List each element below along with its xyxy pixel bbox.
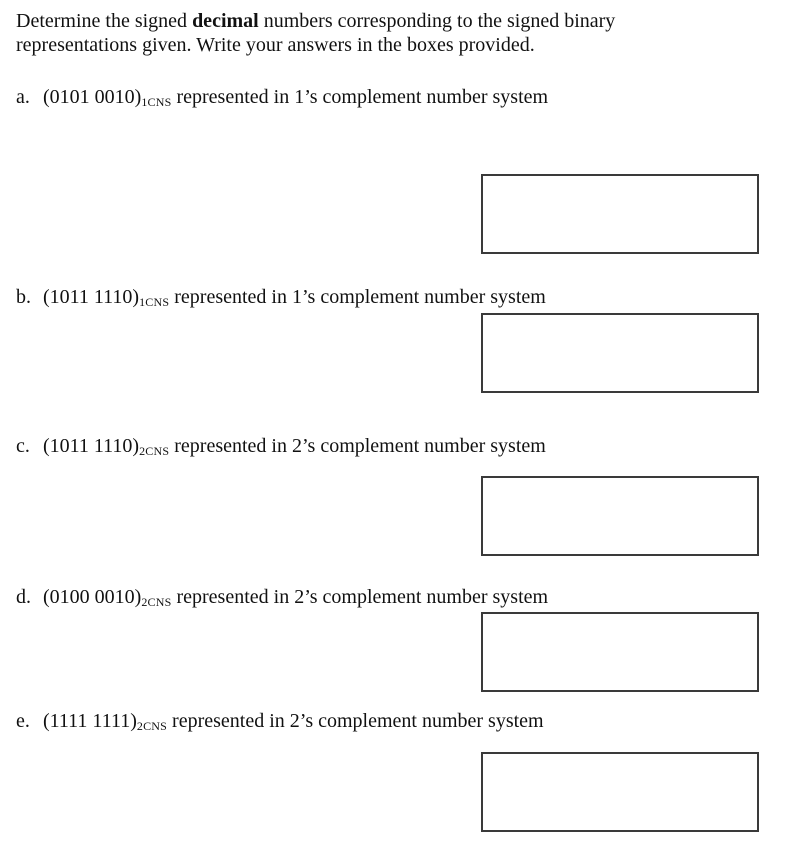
question-description: represented in 2’s complement number system	[169, 435, 546, 457]
number-system-subscript: 2CNS	[136, 719, 168, 733]
instructions-line-2: representations given. Write your answers in the boxes provided.	[16, 34, 535, 56]
instructions-text: numbers corresponding to the signed binary	[258, 10, 616, 32]
instructions-bold-word: decimal	[192, 10, 259, 32]
answer-box-c[interactable]	[481, 476, 759, 556]
binary-value: (1111 1111)	[43, 710, 137, 732]
binary-value: (0100 0010)	[43, 586, 142, 608]
number-system-subscript: 2CNS	[139, 444, 170, 458]
number-system-subscript: 1CNS	[139, 295, 170, 309]
question-e	[16, 709, 544, 733]
number-system-subscript: 1CNS	[141, 95, 172, 109]
binary-value: (0101 0010)	[43, 86, 142, 108]
question-letter: b.	[16, 286, 31, 308]
question-letter: e.	[16, 710, 30, 732]
number-system-subscript: 2CNS	[141, 595, 172, 609]
question-a	[16, 85, 548, 109]
instructions-text: Determine the signed	[16, 10, 193, 32]
question-description: represented in 1’s complement number system	[171, 86, 549, 108]
question-letter: a.	[16, 86, 30, 108]
answer-box-a[interactable]	[481, 174, 759, 254]
instructions-line-1	[16, 9, 756, 33]
answer-box-d[interactable]	[481, 612, 759, 692]
binary-value: (1011 1110)	[43, 435, 140, 457]
binary-value: (1011 1110)	[43, 286, 140, 308]
question-description: represented in 1’s complement number system	[169, 286, 546, 308]
question-c	[16, 434, 546, 458]
answer-box-e[interactable]	[481, 752, 759, 832]
question-b	[16, 285, 546, 309]
answer-box-b[interactable]	[481, 313, 759, 393]
question-description: represented in 2’s complement number system	[167, 710, 544, 732]
instructions	[16, 9, 756, 57]
question-letter: c.	[16, 435, 30, 457]
question-d	[16, 585, 548, 609]
question-description: represented in 2’s complement number system	[171, 586, 549, 608]
question-letter: d.	[16, 586, 31, 608]
